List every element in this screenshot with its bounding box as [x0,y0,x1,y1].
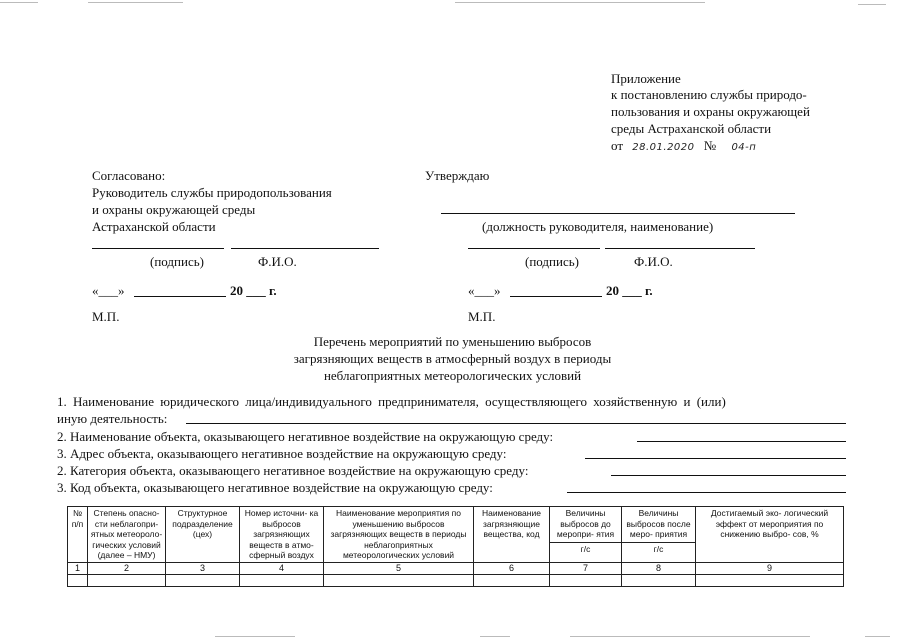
appendix-title: Приложение [611,71,681,86]
appendix-date-row [611,137,756,156]
unit-label: г/с [550,542,621,555]
appendix-line-3: среды Астраханской области [611,121,772,136]
document-title-line-2: загрязняющих веществ в атмосферный воздух в периоды [293,351,612,366]
unit-label: г/с [622,542,695,555]
table-cell [474,574,550,586]
approve-heading: Утверждаю [425,168,490,183]
agreed-line-2: и охраны окружающей среды [92,202,256,217]
item-3: 3. Адрес объекта, оказывающего негативное воздействие на окружающую среду: [57,446,507,461]
signature-line-left [92,248,224,249]
column-number: 9 [696,562,844,574]
signature-label-right: (подпись) [525,254,579,269]
item-1-line-1: 1. Наименование юридического лица/индивидуального предпринимателя, осуществляющего хозяйственную и (или) [57,394,726,409]
date-quote-right: «___» [468,283,501,298]
table-cell [622,574,696,586]
item-2-fill-line [637,441,846,442]
header-cell [550,507,622,563]
stamp-left: М.П. [92,309,120,324]
table-cell [550,574,622,586]
item-1-line-2: иную деятельность: [57,411,168,426]
table-cell [68,574,88,586]
scan-artifact-line [858,4,886,5]
scan-artifact-line [0,2,38,3]
date-line-left [134,296,226,297]
table-header-row [68,507,844,563]
header-cell-text: Величины выбросов после меро- приятия [626,508,691,539]
item-4-fill-line [611,475,846,476]
item-3-fill-line [585,458,846,459]
appendix-from-label: от [611,138,624,153]
appendix-line-1: к постановлению службы природо- [611,87,807,102]
header-cell: Наименование загрязняющие вещества, код [474,507,550,563]
date-year-left: 20 ___ г. [230,283,277,298]
position-label-right: (должность руководителя, наименование) [482,219,714,234]
table-cell [88,574,166,586]
scan-artifact-line [215,636,295,637]
name-label-left: Ф.И.О. [258,254,297,269]
table-cell [166,574,240,586]
header-cell: Наименование мероприятия по уменьшению выбросов загрязняющих веществ в периоды неблагоприятных метеорологических условий [324,507,474,563]
scan-artifact-line [480,636,510,637]
handwritten-date: 28.01.2020 [632,142,695,153]
appendix-number-label: № [703,138,717,153]
item-2: 2. Наименование объекта, оказывающего негативное воздействие на окружающую среду: [57,429,554,444]
column-number: 5 [324,562,474,574]
column-number: 1 [68,562,88,574]
header-cell: Степень опасно- сти неблагопри- ятных метеороло- гических условий (далее – НМУ) [88,507,166,563]
column-number: 7 [550,562,622,574]
scan-artifact-line [570,636,810,637]
table-cell [324,574,474,586]
stamp-right: М.П. [468,309,496,324]
name-line-right [605,248,755,249]
column-number-row [68,562,844,574]
scan-artifact-line [865,636,890,637]
date-year-right: 20 ___ г. [606,283,653,298]
agreed-line-3: Астраханской области [92,219,216,234]
item-1-fill-line [186,423,846,424]
table-row [68,574,844,586]
position-line-right [441,213,795,214]
date-line-right [510,296,602,297]
signature-label-left: (подпись) [150,254,204,269]
column-number: 8 [622,562,696,574]
item-4: 2. Категория объекта, оказывающего негативное воздействие на окружающую среду: [57,463,529,478]
header-cell: Номер источни- ка выбросов загрязняющих веществ в атмо- сферный воздух [240,507,324,563]
header-cell [622,507,696,563]
date-quote-left: «___» [92,283,125,298]
agreed-line-1: Руководитель службы природопользования [92,185,332,200]
appendix-line-2: пользования и охраны окружающей [611,104,810,119]
scan-artifact-line [455,2,705,3]
item-5: 3. Код объекта, оказывающего негативное воздействие на окружающую среду: [57,480,493,495]
item-5-fill-line [567,492,846,493]
name-label-right: Ф.И.О. [634,254,673,269]
column-number: 4 [240,562,324,574]
header-cell-text: Величины выбросов до меропри- ятия [556,508,615,539]
name-line-left [231,248,379,249]
document-title-line-1: Перечень мероприятий по уменьшению выбросов [313,334,592,349]
signature-line-right [468,248,600,249]
handwritten-number: 04-п [731,142,757,153]
column-number: 2 [88,562,166,574]
table-cell [696,574,844,586]
document-title-line-3: неблагоприятных метеорологических условий [323,368,582,383]
measures-table [67,506,844,587]
header-cell: Достигаемый эко- логический эффект от мероприятия по снижению выбро- сов, % [696,507,844,563]
column-number: 3 [166,562,240,574]
column-number: 6 [474,562,550,574]
table-cell [240,574,324,586]
header-cell: Структурное подразделение (цех) [166,507,240,563]
header-cell: № п/п [68,507,88,563]
scan-artifact-line [88,2,183,3]
agreed-heading: Согласовано: [92,168,166,183]
